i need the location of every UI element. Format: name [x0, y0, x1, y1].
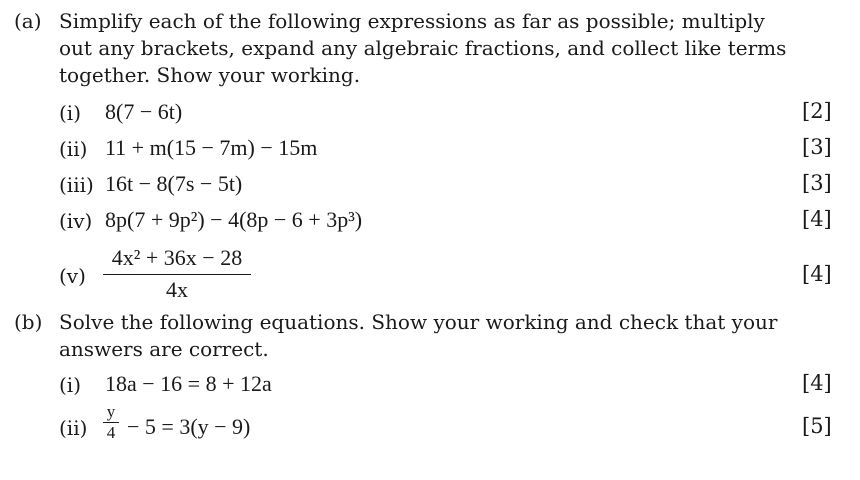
- item-label: (ii): [59, 416, 88, 440]
- marks: [4]: [802, 371, 832, 395]
- marks: [5]: [802, 414, 832, 438]
- instruction-line: out any brackets, expand any algebraic fractions, and collect like terms: [59, 36, 787, 60]
- instruction-line: Simplify each of the following expressions as far as possible; multiply: [59, 9, 765, 33]
- marks: [3]: [802, 171, 832, 195]
- instruction-line: together. Show your working.: [59, 63, 361, 87]
- instruction-line: Solve the following equations. Show your working and check that your: [59, 310, 778, 334]
- instruction-line: answers are correct.: [59, 337, 269, 361]
- item-label: (iv): [59, 209, 93, 233]
- part-a-label: (a): [14, 9, 42, 33]
- part-b-instructions: [59, 309, 839, 363]
- item-label: (i): [59, 101, 82, 125]
- expression: 16t − 8(7s − 5t): [105, 171, 243, 196]
- expression: 8(7 − 6t): [105, 99, 183, 124]
- fraction-bar: [103, 274, 251, 275]
- marks: [2]: [802, 99, 832, 123]
- marks: [3]: [802, 135, 832, 159]
- part-a-instructions: [59, 8, 839, 89]
- expression: 18a − 16 = 8 + 12a: [105, 371, 272, 396]
- item-label: (iii): [59, 173, 94, 197]
- fraction-denominator: 4: [106, 423, 116, 442]
- fraction-numerator: 4x² + 36x − 28: [111, 245, 243, 270]
- item-label: (v): [59, 264, 86, 288]
- expression: 8p(7 + 9p²) − 4(8p − 6 + 3p³): [105, 207, 363, 232]
- item-label: (i): [59, 373, 82, 397]
- fraction-denominator: 4x: [166, 277, 188, 302]
- fraction: [103, 403, 119, 441]
- fraction: [103, 247, 251, 301]
- expression: 11 + m(15 − 7m) − 15m: [105, 135, 318, 160]
- part-b-label: (b): [14, 310, 43, 334]
- item-label: (ii): [59, 137, 88, 161]
- fraction-numerator: y: [106, 402, 116, 421]
- marks: [4]: [802, 262, 832, 286]
- marks: [4]: [802, 207, 832, 231]
- expression: − 5 = 3(y − 9): [127, 414, 251, 439]
